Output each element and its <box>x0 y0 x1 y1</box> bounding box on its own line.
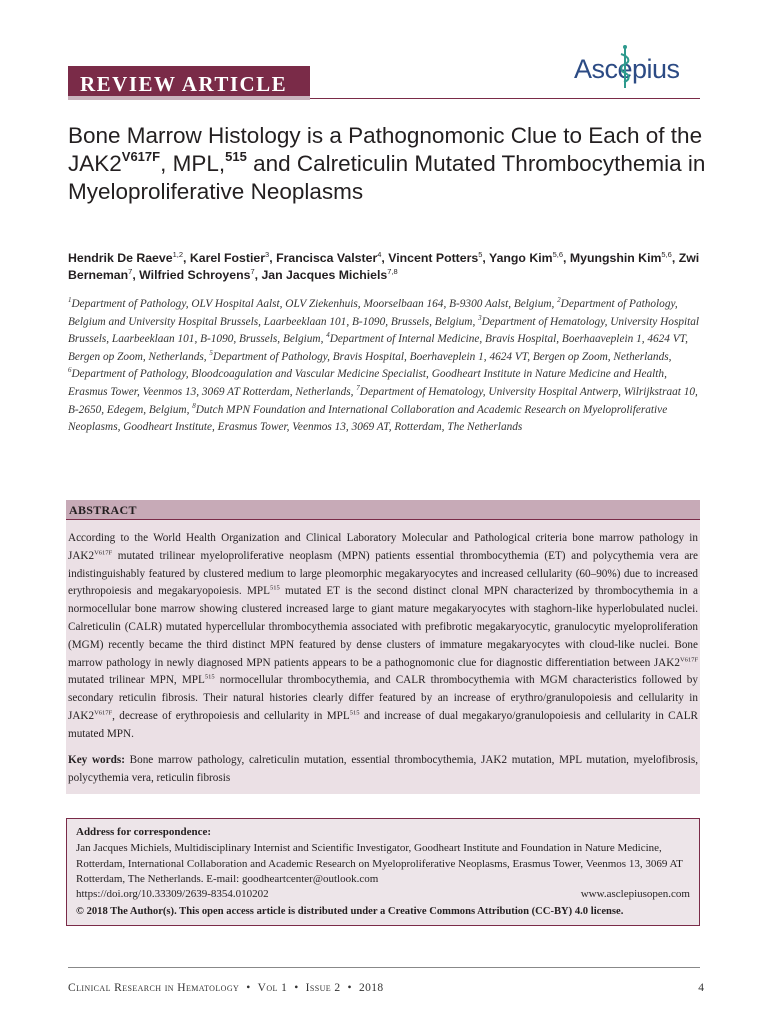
abstract-segment: mutated ET is the second distinct clonal MPN characterized by thrombocythemia in a normocellular bone marrow showing clustered increased large to giant mature megakaryocytes with staghorn-like hyperlobulated nuclei. Calreticulin (CALR) mutated hypercellular thrombocythemia associated with prefibrotic megakaryocytic, granulocytic myeloproliferation (MGM) recently became the third distinct MPN featured by dense clusters of immature megakaryocytes with cloud-like nuclei. Bone marrow pathology in newly diagnosed MPN patients appears to be a pathognomonic clue for diagnostic differentiation between JAK2 <box>68 585 698 669</box>
footer-rule <box>68 967 700 968</box>
author-affiliation-marker: 5,6 <box>552 249 564 259</box>
mutation-superscript: V617F <box>679 655 698 663</box>
caduceus-icon <box>618 44 632 90</box>
affiliation-marker: 7 <box>356 384 360 393</box>
author-name: Hendrik De Raeve <box>68 251 173 265</box>
affiliation-marker: 8 <box>192 401 196 410</box>
author-name: Vincent Potters <box>388 251 479 265</box>
mutation-superscript: 515 <box>349 709 360 717</box>
author-affiliation-marker: 7 <box>128 266 133 276</box>
year: 2018 <box>358 982 384 994</box>
affiliation-marker: 1 <box>68 296 72 305</box>
abstract-heading-rule <box>66 519 700 520</box>
author-name: Jan Jacques Michiels <box>261 268 388 282</box>
mutation-superscript: V617F <box>94 709 113 717</box>
author-name: Zwi Berneman <box>68 251 700 282</box>
page-number: 4 <box>698 982 704 994</box>
affiliation-text: Department of Pathology, Bravis Hospital, Boerhaveplein 1, 4624 VT, Bergen op Zoom, Netherlands, <box>212 350 672 363</box>
affiliation-text: Department of Hematology, University Hospital Brussels, Laarbeeklaan 101, B-1090, Brussels, Belgium, <box>68 315 700 346</box>
abstract-segment: normocellular thrombocythemia, and CALR thrombocythemia with MGM characteristics followed by secondary reticulin fibrosis. Their natural histories clearly differ featured by an increase of erythro/granulopoiesis and cellularity in JAK2 <box>68 674 698 722</box>
doi-link[interactable]: https://doi.org/10.33309/2639-8354.010202 <box>76 888 269 900</box>
affiliation-text: Department of Pathology, OLV Hospital Aalst, OLV Ziekenhuis, Moorselbaan 164, B-9300 Aalst, Belgium, <box>71 298 558 310</box>
author-name: Karel Fostier <box>189 251 266 265</box>
author-affiliation-marker: 1,2 <box>172 249 184 259</box>
author-affiliation-marker: 5 <box>478 249 483 259</box>
author-name: Yango Kim <box>489 251 553 265</box>
abstract-segment: , decrease of erythropoiesis and cellularity in MPL <box>112 709 350 722</box>
abstract-segment: mutated trilinear MPN, MPL <box>68 674 205 687</box>
journal-name: Clinical Research in Hematology <box>68 982 240 994</box>
publisher-logo <box>574 48 698 92</box>
website-link[interactable]: www.asclepiusopen.com <box>580 888 690 900</box>
affiliation-text: Department of Pathology, Bloodcoagulation and Vascular Medicine Specialist, Goodheart Institute in Nature Medicine and Health, Erasmus Tower, Veenmos 13, 3069 AT Rotterdam, Netherlands, <box>68 368 667 398</box>
affiliation-text: Department of Internal Medicine, Bravis Hospital, Boerhaaveplein 1, 4624 VT, Bergen op Zoom, Netherlands, <box>68 333 688 363</box>
article-type-banner: REVIEW ARTICLE <box>68 66 310 100</box>
mutation-superscript: 515 <box>204 673 215 681</box>
license-notice: © 2018 The Author(s). This open access article is distributed under a Creative Commons Attribution (CC-BY) 4.0 license. <box>76 906 624 917</box>
abstract-segment: and increase of dual megakaryo/granulopoiesis and cellularity in CALR mutated MPN. <box>68 709 698 740</box>
affiliation-text: Department of Pathology, Belgium and University Hospital Brussels, Laarbeeklaan 101, B-1090, Brussels, Belgium, <box>68 298 678 328</box>
keywords <box>68 752 698 788</box>
author-affiliation-marker: 7 <box>250 266 255 276</box>
affiliation-marker: 5 <box>209 349 213 358</box>
affiliation-marker: 2 <box>557 296 561 305</box>
mutation-superscript: 515 <box>269 584 280 592</box>
author-affiliation-marker: 4 <box>377 249 382 259</box>
logo-text: Ascepius <box>574 54 680 84</box>
abstract-heading: ABSTRACT <box>66 500 700 520</box>
author-list: Hendrik De Raeve$^{1,2}$, Karel Fostier$^3$, Francisca Valster$^4$, Vincent Potters$^5$, Yango Kim$^{5,6}$, Myungshin Kim$^{5,6}$, Zwi Berneman$^7$, Wilfried Schroyens$^7$, Jan Jacques Michiels$^{7,8}$ <box>68 249 700 282</box>
author-affiliation-marker: 3 <box>265 249 270 259</box>
affiliations <box>68 296 704 437</box>
keywords-label: Key words: <box>68 754 125 766</box>
affiliation-text: Dutch MPN Foundation and International Collaboration and Academic Research on Myeloproliferative Neoplasms, Goodheart Institute, Erasmus Tower, Veenmos 13, 3069 AT, Rotterdam, The Netherlands <box>68 403 668 434</box>
affiliation-text: Department of Hematology, University Hospital Antwerp, Wilrijkstraat 10, B-2650, Edegem, Belgium, <box>68 385 698 416</box>
running-footer: Clinical Research in Hematology • Vol 1 • Issue 2 • 2018 <box>68 982 384 994</box>
affiliation-marker: 4 <box>326 331 330 340</box>
author-affiliation-marker: 5,6 <box>661 249 672 259</box>
issue: Issue 2 <box>305 982 341 994</box>
abstract-text <box>68 530 698 744</box>
header-rule <box>310 98 700 99</box>
article-title: Bone Marrow Histology is a Pathognomonic Clue to Each of the $JAK2^{V617F}$, MPL,$^{515}$ and Calreticulin Mutated Thrombocythemia in Myeloproliferative Neoplasms <box>68 123 706 204</box>
mutation-superscript: V617F <box>94 549 113 557</box>
correspondence-heading: Address for correspondence: <box>76 826 212 838</box>
author-name: Myungshin Kim <box>569 251 662 265</box>
keywords-list: Bone marrow pathology, calreticulin mutation, essential thrombocythemia, JAK2 mutation, MPL mutation, myelofibrosis, polycythemia vera, reticulin fibrosis <box>68 754 699 784</box>
affiliation-marker: 6 <box>68 366 72 375</box>
abstract-segment: mutated trilinear myeloproliferative neoplasm (MPN) patients essential thrombocythemia (ET) and polycythemia vera are indistinguishably featured by clustered medium to large pleomorphic megakaryocytes and increased cellularity (60–90%) due to increased erythropoiesis and megakaryopoiesis. MPL <box>68 549 698 598</box>
author-affiliation-marker: 7,8 <box>387 266 398 276</box>
author-name: Wilfried Schroyens <box>139 268 251 282</box>
affiliation-marker: 3 <box>478 313 482 322</box>
abstract-segment: According to the World Health Organization and Clinical Laboratory Molecular and Pathological criteria bone marrow pathology in JAK2 <box>68 532 698 562</box>
volume: Vol 1 <box>257 982 288 994</box>
correspondence-text: Jan Jacques Michiels, Multidisciplinary Internist and Scientific Investigator, Goodheart Institute and Foundation in Nature Medicine, Rotterdam, International Collaboration and Academic Research on Myeloproliferative Neoplasms, Erasmus Tower, Veenmos 13, 3069 AT Rotterdam, The Netherlands. E-mail: goodheartcenter@outlook.com <box>76 842 683 886</box>
author-name: Francisca Valster <box>276 251 378 265</box>
